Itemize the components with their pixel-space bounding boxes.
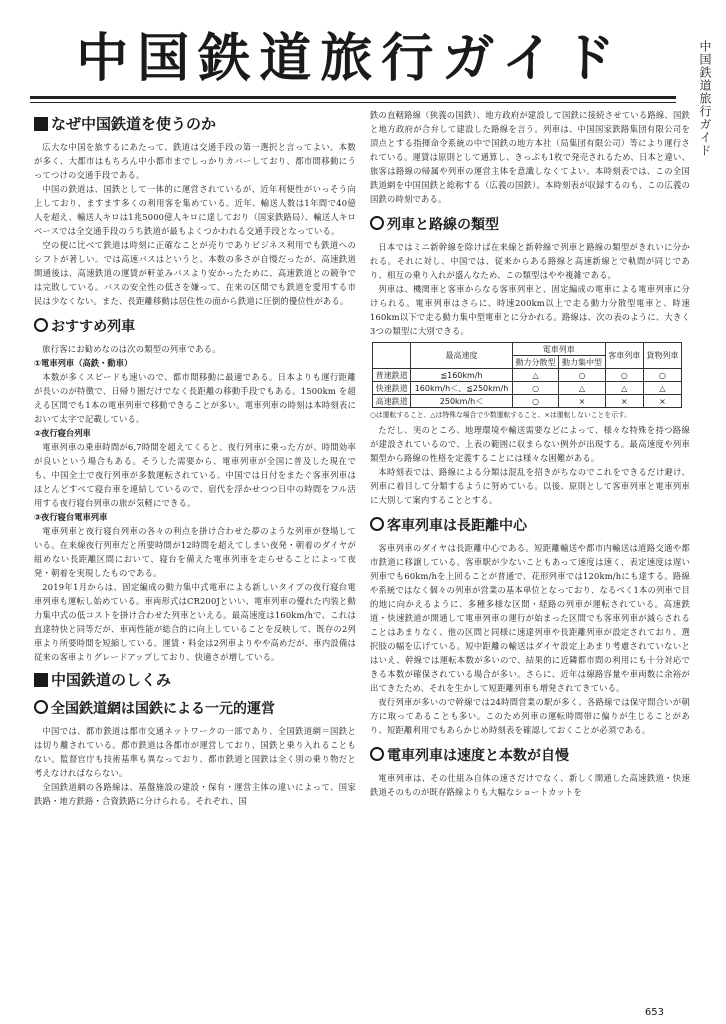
paragraph: 中国の鉄道は、国鉄として一体的に運営されているが、近年利便性がいっそう向上しており、ますます多くの利用客を集めている。近年、輸送人数は1年間で40億人を超え、輸送人キロは1兆5000億人キロに達しており（国家鉄路局）、輸送人キロベースでは全交通手段のうち鉄道が最もよくつかわれる交通手段となっている。	[34, 184, 356, 236]
table-cell: 高速鉄道	[373, 395, 411, 408]
paragraph: 広大な中国を旅するにあたって、鉄道は交通手段の第一選択と言ってよい。本数が多く、大都市はもちろん中小都市までしっかりカバーしており、都市間移動にうってつけの交通手段である。	[34, 142, 356, 180]
circle-bullet-icon	[370, 216, 384, 230]
table-cell: ○	[605, 369, 643, 382]
title-rule	[30, 96, 676, 99]
table-cell: 160km/h＜、≦250km/h	[411, 382, 513, 395]
circle-bullet-icon	[370, 747, 384, 761]
paragraph: 本数が多くスピードも速いので、都市間移動に最適である。日本よりも運行距離が長いのが特徴で、日帰り圏だけでなく長距離の移動手段でもある。1500km を超える区間でも1本の電車列車で移動できることが多い。電車列車の時刻は本時刻表において太字で記載している。	[34, 372, 356, 424]
item-label: ③夜行寝台電車列車	[34, 512, 108, 522]
table-cell: 普速鉄道	[373, 369, 411, 382]
table-row	[373, 369, 682, 382]
item-label: ①電車列車（高鉄・動車）	[34, 358, 133, 368]
table-header: 動力分散型	[512, 356, 558, 369]
square-bullet-icon	[34, 673, 48, 687]
table-header: 電車列車	[512, 343, 605, 356]
left-column	[34, 108, 356, 1013]
table-header: 最高速度	[411, 343, 513, 369]
circle-bullet-icon	[34, 700, 48, 714]
paragraph: 本時刻表では、路線による分類は混乱を招きがちなのでこれをできるだけ避け、列車に着目して分類するように努めている。以後、原則として客車列車と電車列車に大別して案内することとする。	[370, 467, 690, 505]
table-note: ○は運転すること、△は特殊な場合で少数運転すること、×は運転しないことを示す。	[370, 411, 631, 419]
paragraph: 列車は、機関車と客車からなる客車列車と、固定編成の電車による電車列車に分けられる。電車列車はさらに、時速200km以上で走る動力分散型電車と、時速160km以下で走る動力集中型電車とに分かれる。路線は、次の表のように、大きく3つの類型に大別できる。	[370, 284, 690, 336]
route-type-table	[372, 342, 682, 408]
page-title: 中国鉄道旅行ガイド	[76, 29, 624, 89]
subsection-heading: 全国鉄道網は国鉄による一元的運営	[34, 700, 356, 719]
subsection-heading: おすすめ列車	[34, 318, 356, 337]
table-cell: 快速鉄道	[373, 382, 411, 395]
square-bullet-icon	[34, 117, 48, 131]
paragraph: 2019年1月からは、固定編成の動力集中式電車による新しいタイプの夜行寝台電車列車も運転し始めている。車両形式はCR200Jといい、電車列車の優れた内装と動力集中式の低コストを掛け合わせた列車といえる。最高速度は160km/hで、これは直達特快と同等だが、車両性能が総合的に向上していることを反映して、既存の2列車より所要時間を短縮している。運賃・料金は2列車よりやや高めだが、車内設備は従来の客車よりグレードアップしており、快適さが増している。	[34, 582, 356, 662]
table-corner	[373, 343, 411, 369]
table-cell: 250km/h＜	[411, 395, 513, 408]
table-row	[373, 395, 682, 408]
circle-bullet-icon	[370, 517, 384, 531]
paragraph: 電車列車の乗車時間が6,7時間を超えてくると、夜行列車に乗った方が、時間効率が良いという場合もある。そうした需要から、電車列車が全国に普及した現在でも、中国全土で夜行列車が多数運転されている。中国では日付をまたぐ客車列車はほとんどすべて寝台車を連結しているので、宿代を浮かせつつ日中の時間をフル活用する夜行寝台列車の旅が気軽にできる。	[34, 442, 356, 508]
paragraph: 客車列車のダイヤは長距離中心である。短距離輸送や都市内輸送は道路交通や都市鉄道に移譲している。客車駅が少ないこともあって速度は速く、表定速度は遅い列車でも60km/hを上回ることが普通で、花形列車では120km/hにも達する。路線や系統ではなく個々の列車が営業の基本単位となっており、なるべく1本の列車で目的地に向かえるように、多種多様な区間・経路の列車が運転されている。高速鉄道・快速鉄道が開通して電車列車の運行が始まった区間でも客車列車が減らされることはあまりなく、他の区間と同様に速達列車や長距離列車が設定されており、選択肢の幅を広げている。短中距離の輸送はダイヤ設定上あまり考慮されていないとはいえ、幹線では運転本数が多いので、結果的に近隣都市間の利用にも十分対応できる本数が確保されている場合が多い。さらに、近年は線路容量や車両数に余裕が出てきたため、それを生かして短距離列車も増発されてきている。	[370, 543, 690, 693]
table-cell: ○	[643, 369, 681, 382]
paragraph: 中国では、都市鉄道は都市交通ネットワークの一部であり、全国鉄道網＝国鉄とは切り離されている。都市鉄道は各都市が運営しており、国鉄と乗り入れることもない。監督官庁も技術基準も異なっており、都市鉄道と国鉄は全く別の乗り物だと考えなければならない。	[34, 726, 356, 778]
paragraph: 旅行客にお勧めなのは次の類型の列車である。	[42, 344, 221, 354]
table-cell: △	[559, 382, 605, 395]
page-number: 653	[644, 1007, 664, 1018]
paragraph: 電車列車と夜行寝台列車の各々の利点を掛け合わせた夢のような列車が登場している。在来線夜行列車だと所要時間が12時間を超えてしまい夜発・朝着のダイヤが組めない長距離区間において、寝台を備えた電車列車を走らせることによって夜発・朝着を実現したものである。	[34, 526, 356, 578]
right-column	[370, 108, 690, 1013]
subsection-heading: 列車と路線の類型	[370, 216, 690, 235]
circle-bullet-icon	[34, 318, 48, 332]
table-header: 動力集中型	[559, 356, 605, 369]
table-header: 貨物列車	[643, 343, 681, 369]
table-cell: △	[605, 382, 643, 395]
paragraph: ただし、実のところ、地理環境や輸送需要などによって、様々な特殊を持つ路線が建設されているので、上表の範囲に収まらない例外が出現する。最高速度や列車類型から路線の性格を定義することには様々な困難がある。	[370, 425, 690, 463]
table-cell: ×	[605, 395, 643, 408]
side-tab-label: 中国鉄道旅行ガイド	[698, 40, 712, 157]
paragraph: 全国鉄道網の各路線は、基盤施設の建設・保有・運営主体の違いによって、国家鉄路・地方鉄路・合資鉄路に分けられる。それぞれ、国	[34, 782, 356, 806]
section-heading: なぜ中国鉄道を使うのか	[34, 114, 356, 134]
title-rule-thin	[30, 102, 676, 103]
subsection-heading: 客車列車は長距離中心	[370, 517, 690, 536]
table-cell: ×	[643, 395, 681, 408]
table-row	[373, 382, 682, 395]
paragraph: 夜行列車が多いので幹線では24時間営業の駅が多く、各路線では保守間合いが朝方に取ってあることも多い。このため列車の運転時間帯に偏りが生じることがあり、短距離利用でもあらかじめ時刻表を確認しておくことが必須である。	[370, 697, 690, 735]
item-label: ②夜行寝台列車	[34, 428, 91, 438]
paragraph: 電車列車は、その仕組み自体の速さだけでなく、新しく開通した高速鉄道・快速鉄道そのものが既存路線よりも大幅なショートカットを	[370, 773, 690, 797]
table-cell: △	[512, 369, 558, 382]
table-header: 客車列車	[605, 343, 643, 369]
subsection-heading: 電車列車は速度と本数が自慢	[370, 747, 690, 766]
table-cell: ○	[559, 369, 605, 382]
paragraph: 空の便に比べて鉄道は時刻に正確なことが売りでありビジネス利用でも鉄道へのシフトが著しい。では高速バスはというと、本数の多さが自慢だったが、高速鉄道開通後は、高速鉄道の運賃が軒並みバスより安かったために、高速鉄道との競争では完敗している。バスの安全性の低さを嫌って、在来の区間でも鉄道を愛用する市民は少なくない。また、長距離移動は居住性の面から鉄道に圧倒的優位性がある。	[34, 240, 356, 306]
section-heading: 中国鉄道のしくみ	[34, 670, 356, 690]
table-cell: ○	[512, 395, 558, 408]
paragraph: 鉄の直轄路線（狭義の国鉄）、地方政府が建設して国鉄に接続させている路線、国鉄と地方政府が合弁して建設した路線を言う。列車は、中国国家鉄路集団有限公司を頂点とする指揮命令系統の中で国鉄の地方本社（局集団有限公司）等により運行されている。運賃は原則として通算し、きっぷも1枚で発売されるため、日本と違い、旅客は路線の帰属や列車の運営主体を意識しなくてよい。本時刻表では、この全国鉄道網を中国国鉄と総称する（広義の国鉄）。本時刻表が収録するのも、この広義の国鉄の時刻である。	[370, 110, 690, 204]
table-cell: ×	[559, 395, 605, 408]
table-cell: ≦160km/h	[411, 369, 513, 382]
table-cell: ○	[512, 382, 558, 395]
paragraph: 日本ではミニ新幹線を除けば在来線と新幹線で列車と路線の類型がきれいに分かれる。それに対し、中国では、従来からある路線と高速新線とで軌間が同じであり、相互の乗り入れが盛んなため、この類型はやや複雑である。	[370, 242, 690, 280]
table-cell: △	[643, 382, 681, 395]
